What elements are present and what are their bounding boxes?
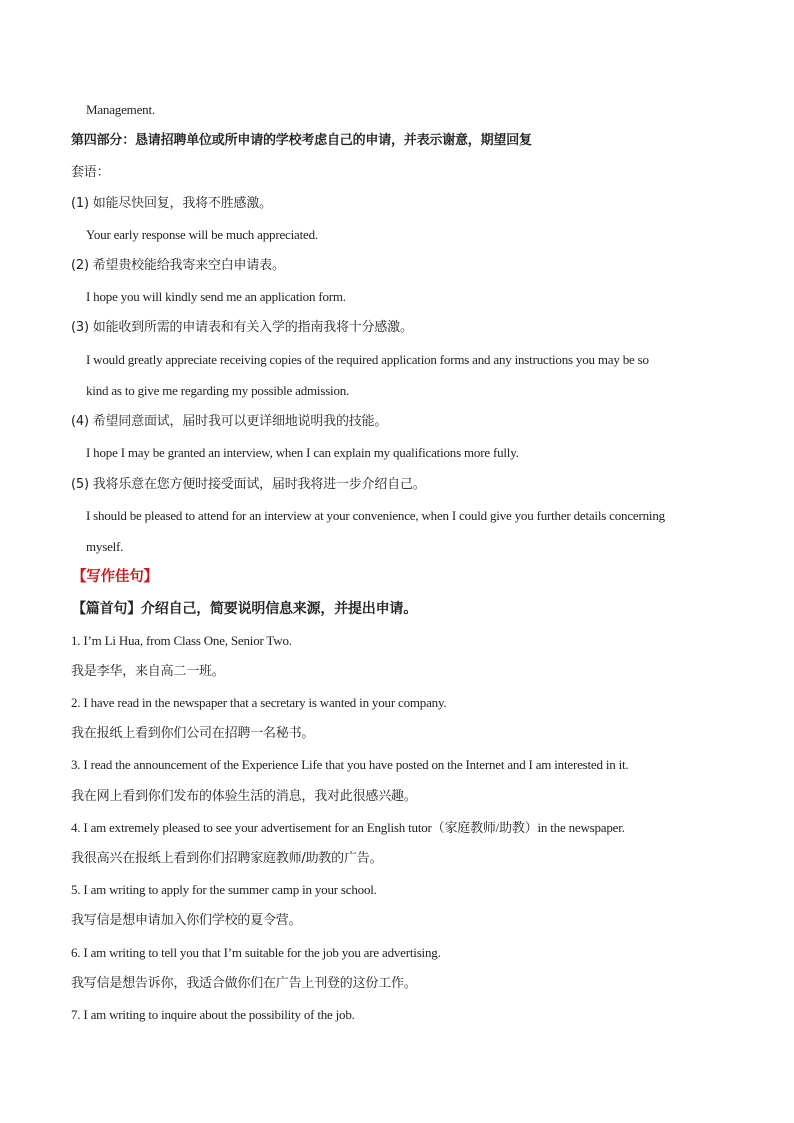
sentence-3-en: 3. I read the announcement of the Experience Life that you have posted on the Internet and I am interested in it. xyxy=(71,757,629,772)
opening-heading xyxy=(72,600,417,618)
sentence-5-zh: 我写信是想申请加入你们学校的夏令营。 xyxy=(71,913,302,928)
phrase-2-zh: (2) 希望贵校能给我寄来空白申请表。 xyxy=(71,258,285,273)
opening-tag: 【篇首句】 xyxy=(72,601,141,617)
phrase-3-en-line1: I would greatly appreciate receiving copies of the required application forms and any instructions you may be so xyxy=(86,352,649,367)
phrase-5-zh: (5) 我将乐意在您方便时接受面试，届时我将进一步介绍自己。 xyxy=(71,477,426,492)
part4-heading: 第四部分：恳请招聘单位或所申请的学校考虑自己的申请，并表示谢意，期望回复 xyxy=(71,133,532,148)
sentence-6-en: 6. I am writing to tell you that I’m suitable for the job you are advertising. xyxy=(71,945,441,960)
phrase-1-en: Your early response will be much appreciated. xyxy=(86,227,318,242)
phrase-5-en-line2: myself. xyxy=(86,539,124,554)
sentence-4-en: 4. I am extremely pleased to see your advertisement for an English tutor（家庭教师/助教）in the newspaper. xyxy=(71,820,625,835)
sentence-1-en: 1. I’m Li Hua, from Class One, Senior Two. xyxy=(71,633,292,648)
phrase-2-en: I hope you will kindly send me an application form. xyxy=(86,289,346,304)
phrase-4-zh: (4) 希望同意面试，届时我可以更详细地说明我的技能。 xyxy=(71,414,388,429)
sentence-2-zh: 我在报纸上看到你们公司在招聘一名秘书。 xyxy=(71,726,315,741)
phrase-5-en-line1: I should be pleased to attend for an interview at your convenience, when I could give you further details concerning xyxy=(86,508,665,523)
phrase-3-zh: (3) 如能收到所需的申请表和有关入学的指南我将十分感激。 xyxy=(71,320,413,335)
phrase-3-en-line2: kind as to give me regarding my possible admission. xyxy=(86,383,350,398)
sentence-3-zh: 我在网上看到你们发布的体验生活的消息，我对此很感兴趣。 xyxy=(71,789,417,804)
sentence-4-zh: 我很高兴在报纸上看到你们招聘家庭教师/助教的广告。 xyxy=(71,851,383,866)
sentence-2-en: 2. I have read in the newspaper that a secretary is wanted in your company. xyxy=(71,695,447,710)
sentence-5-en: 5. I am writing to apply for the summer camp in your school. xyxy=(71,882,377,897)
section-title: 【写作佳句】 xyxy=(72,569,158,585)
phrase-4-en: I hope I may be granted an interview, when I can explain my qualifications more fully. xyxy=(86,445,519,460)
phrases-label: 套语： xyxy=(71,165,110,180)
sentence-6-zh: 我写信是想告诉你，我适合做你们在广告上刊登的这份工作。 xyxy=(71,976,417,991)
sentence-7-en: 7. I am writing to inquire about the possibility of the job. xyxy=(71,1007,355,1022)
phrase-1-zh: (1) 如能尽快回复，我将不胜感激。 xyxy=(71,196,272,211)
previous-part-tail: Management. xyxy=(86,102,155,117)
sentence-1-zh: 我是李华，来自高二一班。 xyxy=(71,664,225,679)
opening-desc: 介绍自己，简要说明信息来源，并提出申请。 xyxy=(141,601,417,617)
